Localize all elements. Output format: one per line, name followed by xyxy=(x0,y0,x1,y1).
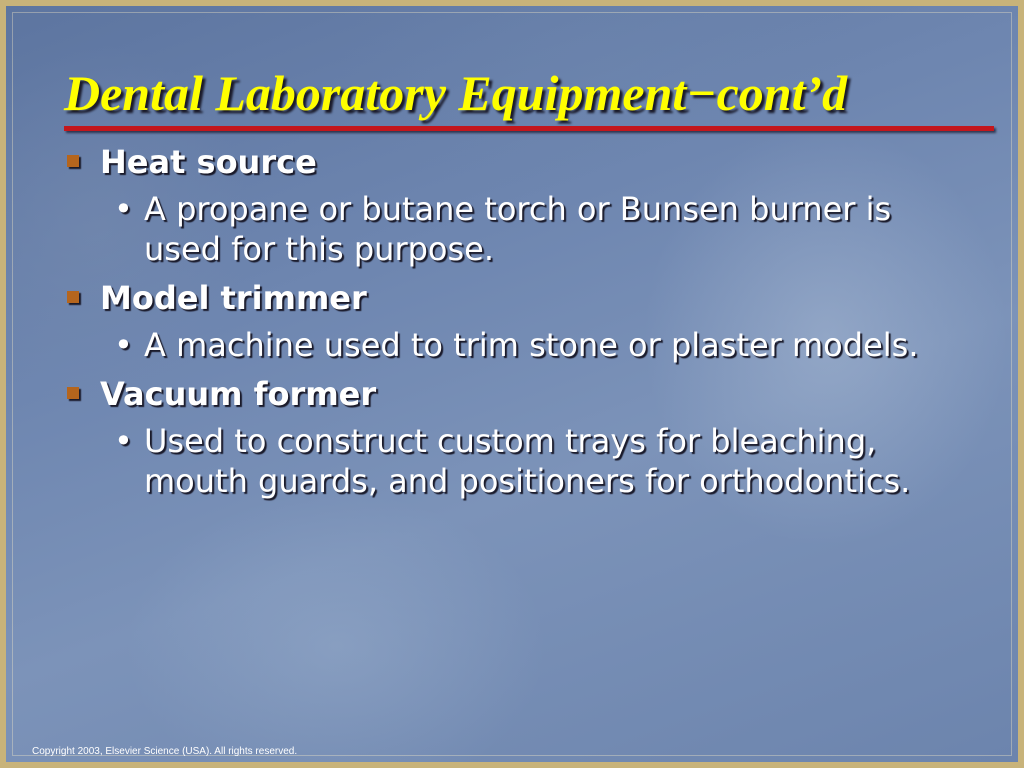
item-detail-text: A machine used to trim stone or plaster models. xyxy=(144,326,919,364)
item-heading-text: Heat source xyxy=(100,143,317,181)
item-detail-text: Used to construct custom trays for bleaching, mouth guards, and positioners for orthodontics. xyxy=(144,422,911,500)
title-underline xyxy=(64,126,994,131)
list-item xyxy=(64,277,964,365)
dot-bullet-icon: • xyxy=(114,190,133,228)
square-bullet-icon xyxy=(67,155,79,167)
item-heading-text: Vacuum former xyxy=(100,375,377,413)
dot-bullet-icon: • xyxy=(114,326,133,364)
square-bullet-icon xyxy=(67,291,79,303)
item-detail-text: A propane or butane torch or Bunsen burner is used for this purpose. xyxy=(144,190,892,268)
item-heading xyxy=(64,141,964,183)
list-item xyxy=(64,141,964,269)
item-detail xyxy=(64,189,964,269)
list-item xyxy=(64,373,964,501)
bullet-list xyxy=(64,141,964,509)
item-heading xyxy=(64,373,964,415)
item-detail xyxy=(64,325,964,365)
dot-bullet-icon: • xyxy=(114,422,133,460)
item-heading-text: Model trimmer xyxy=(100,279,367,317)
item-heading xyxy=(64,277,964,319)
item-detail xyxy=(64,421,964,501)
square-bullet-icon xyxy=(67,387,79,399)
copyright-footer: Copyright 2003, Elsevier Science (USA). All rights reserved. xyxy=(32,746,298,757)
slide-title: Dental Laboratory Equipment−cont’d xyxy=(64,65,848,121)
